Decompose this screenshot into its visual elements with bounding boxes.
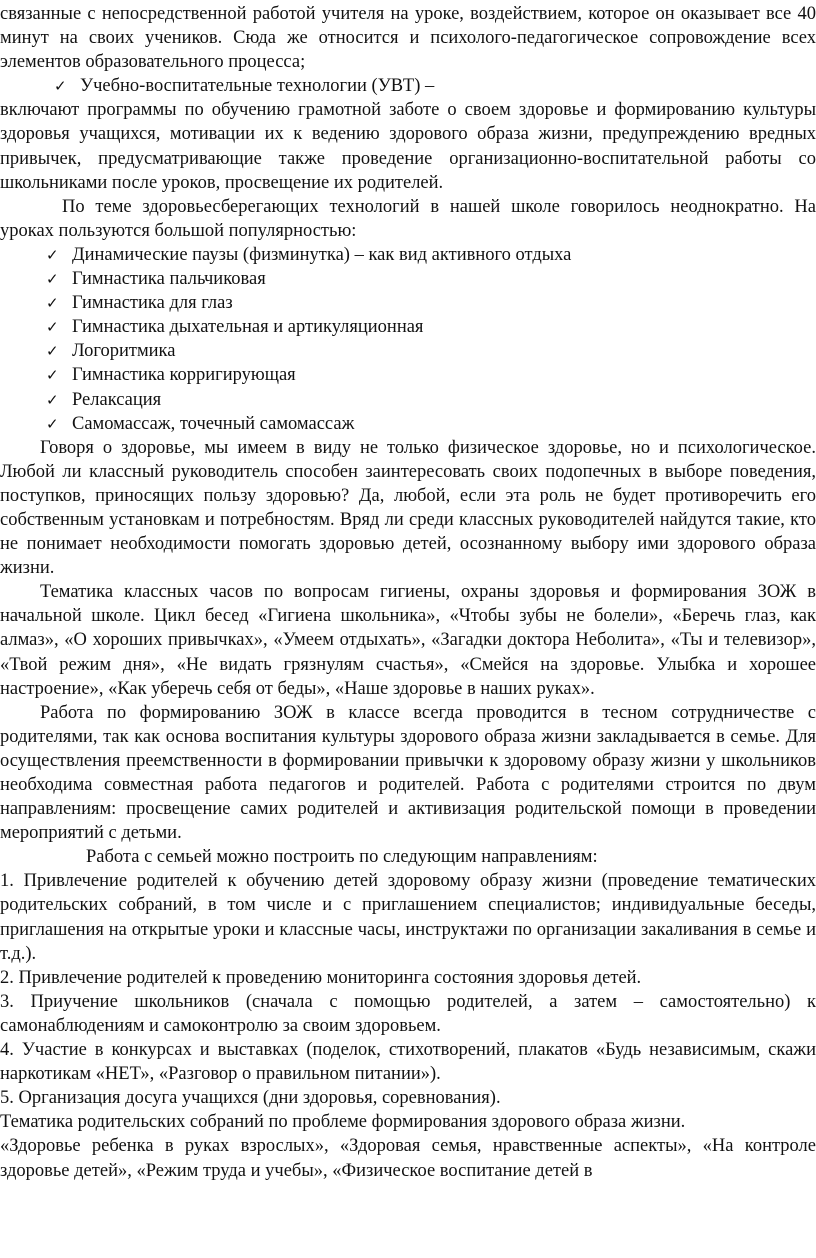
list-item-text: Динамические паузы (физминутка) – как вид активного отдыха <box>72 244 572 265</box>
list-item-text: Гимнастика корригирующая <box>72 365 296 386</box>
numbered-item: 4. Участие в конкурсах и выставках (поделок, стихотворений, плакатов «Будь независимым, скажи наркотикам «НЕТ», «Разговор о правильном питании»). <box>0 1040 816 1085</box>
paragraph-parents: Работа по формированию ЗОЖ в классе всегда проводится в тесном сотрудничестве с родителями, так как основа воспитания культуры здорового образа жизни закладывается в семье. Для осуществления преемственности в формировании привычки к здоровому образу жизни у школьников необходима совместная работа педагогов и родителей. Работа с родителями строится по двум направлениям: просвещение самих родителей и активизация родительской помощи в проведении мероприятий с детьми. <box>0 702 816 844</box>
numbered-item: 5. Организация досуга учащихся (дни здоровья, соревнования). <box>0 1088 501 1109</box>
list-item-text: Гимнастика для глаз <box>72 293 233 314</box>
popular-list <box>0 243 816 436</box>
checkmark-icon: ✓ <box>46 245 59 264</box>
list-item-text: Гимнастика дыхательная и артикуляционная <box>72 317 424 338</box>
list-item <box>46 291 816 315</box>
list-item <box>46 339 816 363</box>
numbered-item: 1. Привлечение родителей к обучению детей здоровому образу жизни (проведение тематических родительских собраний, в том числе и с приглашением специалистов; индивидуальные беседы, приглашения на открытые уроки и классные часы, инструктажи по организации закаливания в семье и т.д.). <box>0 871 816 964</box>
list-item-text: Релаксация <box>72 389 162 410</box>
checkmark-icon: ✓ <box>46 390 59 409</box>
meetings-title: Тематика родительских собраний по проблеме формирования здорового образа жизни. <box>0 1112 686 1133</box>
list-item <box>46 388 816 412</box>
checkmark-icon: ✓ <box>46 270 59 289</box>
numbered-item: 3. Приучение школьников (сначала с помощью родителей, а затем – самостоятельно) к самонаблюдениям и самоконтролю за своим здоровьем. <box>0 991 816 1036</box>
checkmark-icon: ✓ <box>46 414 59 433</box>
list-item <box>46 243 816 267</box>
paragraph-intro: По теме здоровьесберегающих технологий в нашей школе говорилось неоднократно. На уроках пользуются большой популярностью: <box>0 196 816 241</box>
list-item-text: Гимнастика пальчиковая <box>72 269 266 290</box>
checkmark-icon: ✓ <box>46 342 59 361</box>
list-item <box>54 74 816 98</box>
list-item-text: Учебно-воспитательные технологии (УВТ) – <box>80 76 435 97</box>
list-item-text: Логоритмика <box>72 341 176 362</box>
checkmark-icon: ✓ <box>46 318 59 337</box>
paragraph-health: Говоря о здоровье, мы имеем в виду не только физическое здоровье, но и психологическое. Любой ли классный руководитель способен заинтересовать своих подопечных в выборе поведения, поступков, приносящих пользу здоровью? Да, любой, если эта роль не будет противоречить его собственным установкам и потребностям. Вряд ли среди классных руководителей найдутся такие, кто не понимает необходимости помогать здоровью детей, осознанному выбору ими здорового образа жизни. <box>0 437 816 579</box>
list-item <box>46 412 816 436</box>
list-item <box>46 363 816 387</box>
paragraph-meetings: «Здоровье ребенка в руках взрослых», «Здоровая семья, нравственные аспекты», «На контроле здоровье детей», «Режим труда и учебы», «Физическое воспитание детей в <box>0 1136 816 1181</box>
checkmark-icon: ✓ <box>46 294 59 313</box>
paragraph-teacher-work: связанные с непосредственной работой учителя на уроке, воздействием, которое он оказывает все 40 минут на своих учеников. Сюда же относится и психолого-педагогическое сопровождение всех элементов образовательного процесса; <box>0 4 816 73</box>
list-item-text: Самомассаж, точечный самомассаж <box>72 413 355 434</box>
list-item <box>46 267 816 291</box>
paragraph-family: Работа с семьей можно построить по следующим направлениям: <box>86 847 598 868</box>
list-item <box>46 315 816 339</box>
checkmark-icon: ✓ <box>54 77 67 96</box>
checkmark-icon: ✓ <box>46 366 59 385</box>
uvt-list <box>0 74 816 98</box>
numbered-item: 2. Привлечение родителей к проведению мониторинга состояния здоровья детей. <box>0 967 642 988</box>
paragraph-uvt: включают программы по обучению грамотной заботе о своем здоровье и формированию культуры здоровья учащихся, мотивации их к ведению здорового образа жизни, предупреждению вредных привычек, предусматривающие также проведение организационно-воспитательной работы со школьниками после уроков, просвещение их родителей. <box>0 100 816 193</box>
paragraph-class-hours: Тематика классных часов по вопросам гигиены, охраны здоровья и формирования ЗОЖ в начальной школе. Цикл бесед «Гигиена школьника», «Чтобы зубы не болели», «Беречь глаз, как алмаз», «О хороших привычках», «Умеем отдыхать», «Загадки доктора Неболита», «Ты и телевизор», «Твой режим дня», «Не видать грязнулям счастья», «Смейся на здоровье. Улыбка и хорошее настроение», «Как уберечь себя от беды», «Наше здоровье в наших руках». <box>0 582 816 699</box>
